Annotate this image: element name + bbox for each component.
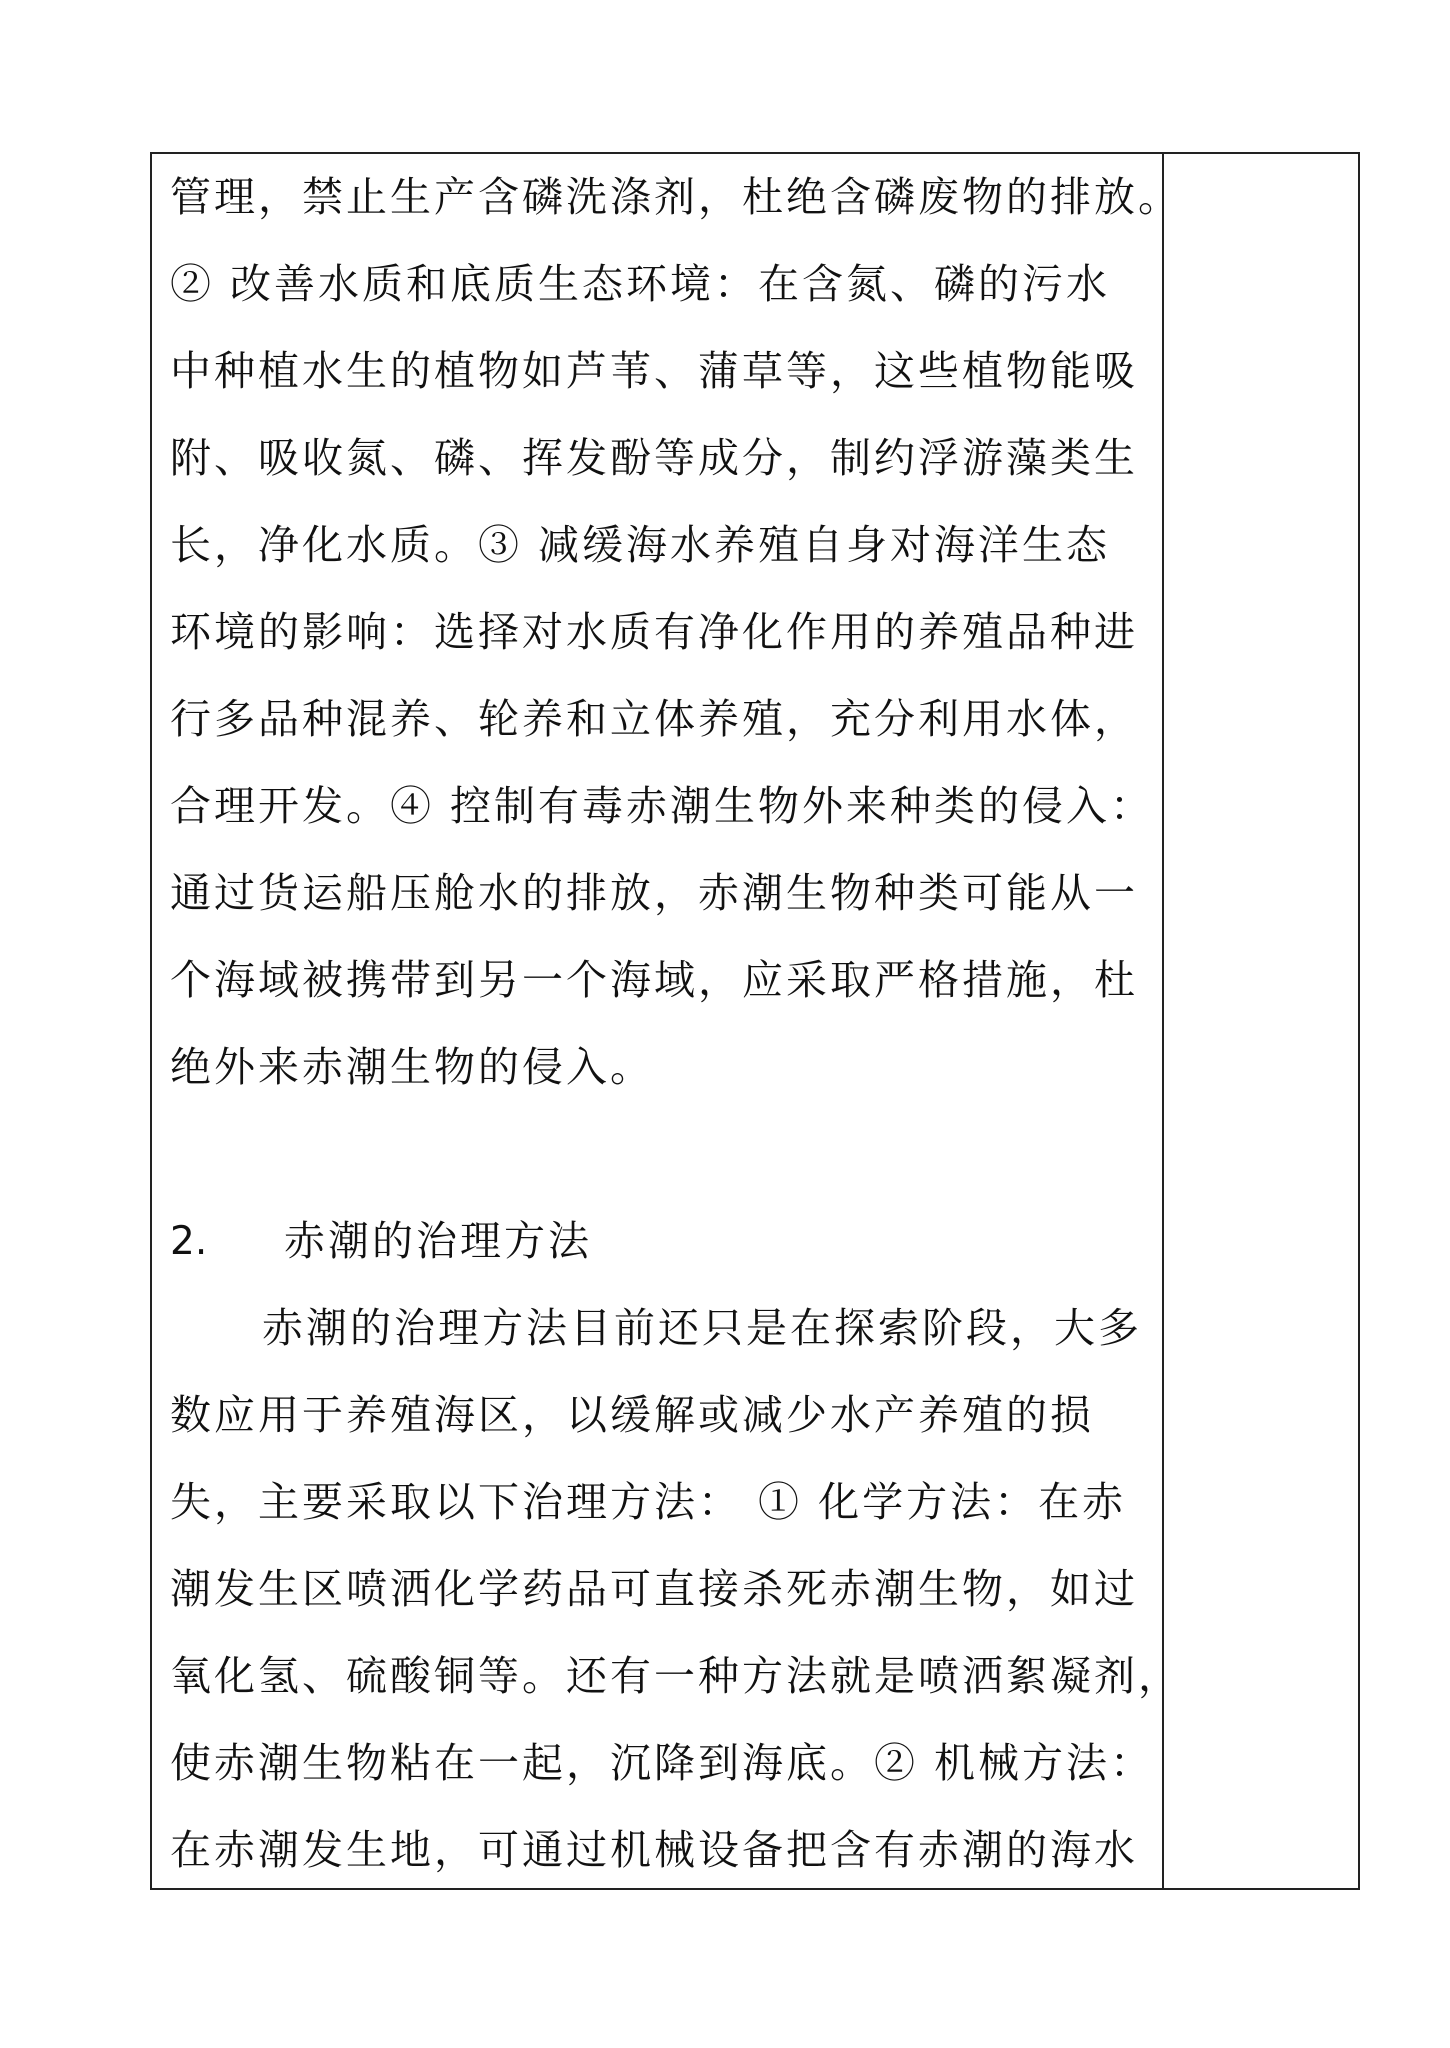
text-line: 使赤潮生物粘在一起，沉降到海底。② 机械方法： [170,1739,1155,1787]
text-line: 中种植水生的植物如芦苇、蒲草等，这些植物能吸 [170,347,1138,395]
text-line: 行多品种混养、轮养和立体养殖，充分利用水体， [170,695,1138,743]
text-line: 环境的影响：选择对水质有净化作用的养殖品种进 [170,608,1138,656]
section-title: 赤潮的治理方法 [284,1217,592,1265]
empty-side-cell [1164,154,1358,1888]
text-line: 氧化氢、硫酸铜等。还有一种方法就是喷洒絮凝剂， [170,1652,1182,1700]
text-line: 个海域被携带到另一个海域，应采取严格措施，杜 [170,956,1138,1004]
text-line: 绝外来赤潮生物的侵入。 [170,1043,654,1091]
content-table [150,152,1360,1890]
text-line: 在赤潮发生地，可通过机械设备把含有赤潮的海水 [170,1826,1138,1874]
text-line: 合理开发。④ 控制有毒赤潮生物外来种类的侵入： [170,782,1155,830]
text-line: 数应用于养殖海区，以缓解或减少水产养殖的损 [170,1391,1094,1439]
text-line: 通过货运船压舱水的排放，赤潮生物种类可能从一 [170,869,1138,917]
text-line: ② 改善水质和底质生态环境：在含氮、磷的污水 [170,260,1111,308]
section-heading [170,1198,1148,1285]
text-line: 管理，禁止生产含磷洗涤剂，杜绝含磷废物的排放。 [170,173,1182,221]
text-line: 失，主要采取以下治理方法： ① 化学方法：在赤 [170,1478,1127,1526]
main-text-cell [152,154,1182,1888]
text-line: 附、吸收氮、磷、挥发酚等成分，制约浮游藻类生 [170,434,1138,482]
blank-line [170,1111,1148,1198]
section-number: 2. [170,1219,208,1264]
body-text [170,154,1182,1894]
text-line: 潮发生区喷洒化学药品可直接杀死赤潮生物，如过 [170,1565,1138,1613]
paragraph-first-line: 赤潮的治理方法目前还只是在探索阶段，大多 [262,1304,1142,1352]
text-line: 长，净化水质。③ 减缓海水养殖自身对海洋生态 [170,521,1111,569]
